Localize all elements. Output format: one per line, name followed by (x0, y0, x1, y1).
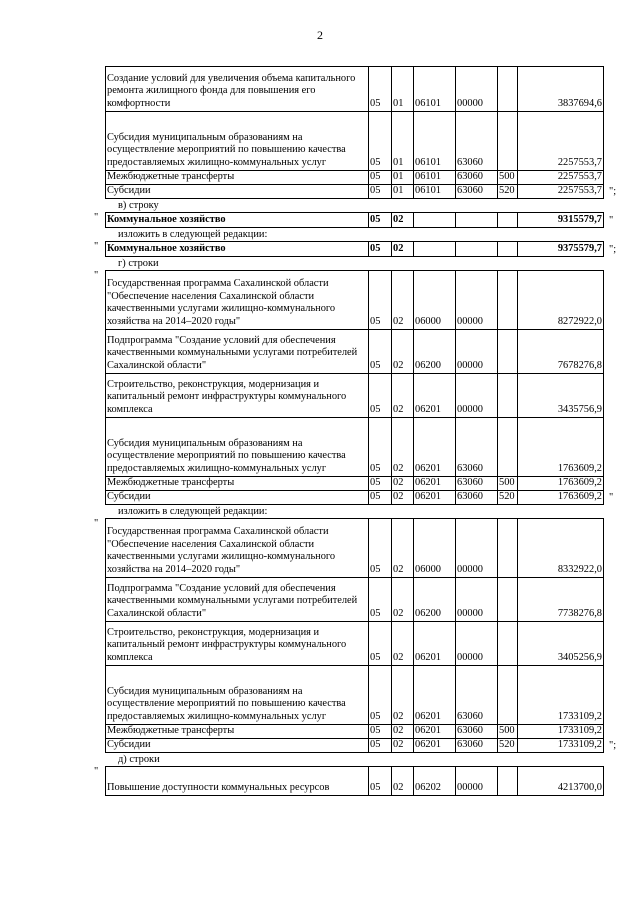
expense-type-code (498, 242, 518, 257)
row-name: Субсидия муниципальным образованиям на осуществление мероприятий по повышению качества предоставляемых жилищно-коммунальных услуг (106, 418, 369, 477)
expense-type-code: 520 (498, 185, 518, 199)
subsection-code: 01 (392, 67, 414, 112)
table-row (106, 418, 604, 477)
subsection-code: 02 (392, 767, 414, 796)
table-row (106, 622, 604, 666)
subsection-code: 02 (392, 271, 414, 330)
direction-code: 00000 (456, 67, 498, 112)
amount: 1763609,2 (518, 477, 604, 491)
section-code: 05 (369, 112, 392, 171)
amount: 2257553,7 (518, 185, 604, 199)
budget-table-g-old (105, 270, 604, 505)
row-name: Повышение доступности коммунальных ресурсов (106, 767, 369, 796)
program-code: 06202 (414, 767, 456, 796)
table-row (106, 330, 604, 374)
expense-type-code: 500 (498, 725, 518, 739)
row-name: Государственная программа Сахалинской области "Обеспечение населения Сахалинской области качественными услугами жилищно-коммунального хозяйства на 2014–2020 годы" (106, 519, 369, 578)
program-code: 06101 (414, 67, 456, 112)
table-row (106, 67, 604, 112)
direction-code: 63060 (456, 666, 498, 725)
expense-type-code (498, 330, 518, 374)
row-name: Государственная программа Сахалинской области "Обеспечение населения Сахалинской области качественными услугами жилищно-коммунального хозяйства на 2014–2020 годы" (106, 271, 369, 330)
expense-type-code (498, 767, 518, 796)
block-g-new (88, 518, 628, 753)
section-code: 05 (369, 242, 392, 257)
direction-code: 63060 (456, 112, 498, 171)
section-code: 05 (369, 185, 392, 199)
amount: 3837694,6 (518, 67, 604, 112)
budget-table-g-new (105, 518, 604, 753)
program-code: 06200 (414, 330, 456, 374)
row-name: Межбюджетные трансферты (106, 477, 369, 491)
subsection-code: 02 (392, 418, 414, 477)
block-d (88, 766, 628, 796)
subsection-code: 02 (392, 213, 414, 228)
direction-code: 00000 (456, 374, 498, 418)
row-name: Коммунальное хозяйство (106, 213, 369, 228)
block-g-old (88, 270, 628, 505)
section-code: 05 (369, 171, 392, 185)
amount: 1763609,2 (518, 491, 604, 505)
expense-type-code: 520 (498, 491, 518, 505)
subsection-code: 02 (392, 374, 414, 418)
section-code: 05 (369, 622, 392, 666)
row-name: Субсидии (106, 491, 369, 505)
expense-type-code (498, 112, 518, 171)
budget-table-kh-new (105, 241, 604, 257)
closing-quote: "; (609, 740, 617, 752)
section-code: 05 (369, 213, 392, 228)
section-code: 05 (369, 271, 392, 330)
table-row (106, 477, 604, 491)
program-code (414, 213, 456, 228)
direction-code: 63060 (456, 171, 498, 185)
table-row (106, 491, 604, 505)
amount: 3435756,9 (518, 374, 604, 418)
section-code: 05 (369, 418, 392, 477)
amount: 1733109,2 (518, 666, 604, 725)
program-code: 06201 (414, 739, 456, 753)
program-code: 06101 (414, 185, 456, 199)
row-name: Субсидия муниципальным образованиям на осуществление мероприятий по повышению качества предоставляемых жилищно-коммунальных услуг (106, 112, 369, 171)
section-code: 05 (369, 374, 392, 418)
table-row (106, 213, 604, 228)
row-name: Субсидии (106, 185, 369, 199)
table-row (106, 374, 604, 418)
section-code: 05 (369, 491, 392, 505)
section-code: 05 (369, 578, 392, 622)
amount: 8272922,0 (518, 271, 604, 330)
section-code: 05 (369, 67, 392, 112)
row-name: Подпрограмма "Создание условий для обеспечения качественными коммунальными услугами потребителей Сахалинской области" (106, 578, 369, 622)
program-code: 06201 (414, 477, 456, 491)
closing-quote: " (609, 492, 614, 504)
subsection-code: 02 (392, 725, 414, 739)
row-name: Межбюджетные трансферты (106, 725, 369, 739)
block-kh-new (88, 241, 628, 257)
row-name: Подпрограмма "Создание условий для обеспечения качественными коммунальными услугами потребителей Сахалинской области" (106, 330, 369, 374)
table-row (106, 578, 604, 622)
table-row (106, 739, 604, 753)
table-row (106, 725, 604, 739)
direction-code: 63060 (456, 491, 498, 505)
amount: 8332922,0 (518, 519, 604, 578)
section-code: 05 (369, 519, 392, 578)
subsection-code: 02 (392, 739, 414, 753)
section-code: 05 (369, 767, 392, 796)
subsection-code: 02 (392, 242, 414, 257)
row-name: Коммунальное хозяйство (106, 242, 369, 257)
opening-quote: " (94, 270, 99, 281)
table-row (106, 666, 604, 725)
expense-type-code (498, 418, 518, 477)
program-code: 06000 (414, 519, 456, 578)
program-code: 06200 (414, 578, 456, 622)
direction-code: 63060 (456, 739, 498, 753)
block-kh-old (88, 212, 628, 228)
expense-type-code: 500 (498, 477, 518, 491)
amount: 2257553,7 (518, 171, 604, 185)
direction-code (456, 213, 498, 228)
direction-code (456, 242, 498, 257)
table-row (106, 519, 604, 578)
direction-code: 00000 (456, 330, 498, 374)
direction-code: 63060 (456, 185, 498, 199)
expense-type-code (498, 67, 518, 112)
amount: 1733109,2 (518, 739, 604, 753)
closing-quote: "; (609, 244, 617, 256)
subsection-code: 01 (392, 185, 414, 199)
amount: 3405256,9 (518, 622, 604, 666)
program-code: 06101 (414, 112, 456, 171)
subsection-code: 02 (392, 491, 414, 505)
row-name: Субсидия муниципальным образованиям на осуществление мероприятий по повышению качества предоставляемых жилищно-коммунальных услуг (106, 666, 369, 725)
program-code: 06201 (414, 491, 456, 505)
amount: 7738276,8 (518, 578, 604, 622)
subsection-code: 01 (392, 112, 414, 171)
direction-code: 00000 (456, 271, 498, 330)
subsection-code: 02 (392, 666, 414, 725)
budget-table-kapremont (105, 66, 604, 199)
section-code: 05 (369, 477, 392, 491)
subsection-code: 02 (392, 622, 414, 666)
expense-type-code: 500 (498, 171, 518, 185)
section-code: 05 (369, 666, 392, 725)
program-code: 06201 (414, 666, 456, 725)
amount: 9375579,7 (518, 242, 604, 257)
direction-code: 63060 (456, 725, 498, 739)
expense-type-code: 520 (498, 739, 518, 753)
opening-quote: " (94, 766, 99, 777)
direction-code: 00000 (456, 519, 498, 578)
program-code: 06201 (414, 374, 456, 418)
closing-quote: "; (609, 186, 617, 198)
opening-quote: " (94, 212, 99, 223)
row-name: Строительство, реконструкция, модернизация и капитальный ремонт инфраструктуры коммунального комплекса (106, 622, 369, 666)
instruction-d: д) строки (118, 754, 160, 765)
row-name: Строительство, реконструкция, модернизация и капитальный ремонт инфраструктуры коммунального комплекса (106, 374, 369, 418)
direction-code: 00000 (456, 622, 498, 666)
subsection-code: 02 (392, 330, 414, 374)
program-code (414, 242, 456, 257)
table-row (106, 242, 604, 257)
expense-type-code (498, 519, 518, 578)
expense-type-code (498, 374, 518, 418)
instruction-replace: изложить в следующей редакции: (118, 229, 268, 240)
expense-type-code (498, 271, 518, 330)
amount: 7678276,8 (518, 330, 604, 374)
amount: 9315579,7 (518, 213, 604, 228)
instruction-replace: изложить в следующей редакции: (118, 506, 268, 517)
amount: 1763609,2 (518, 418, 604, 477)
direction-code: 63060 (456, 418, 498, 477)
section-code: 05 (369, 330, 392, 374)
table-row (106, 185, 604, 199)
document-body (88, 66, 628, 796)
instruction-g: г) строки (118, 258, 159, 269)
direction-code: 00000 (456, 578, 498, 622)
opening-quote: " (94, 241, 99, 252)
closing-quote: " (609, 215, 614, 227)
program-code: 06000 (414, 271, 456, 330)
table-row (106, 171, 604, 185)
amount: 1733109,2 (518, 725, 604, 739)
block-kapremont (88, 66, 628, 199)
amount: 4213700,0 (518, 767, 604, 796)
program-code: 06201 (414, 725, 456, 739)
program-code: 06101 (414, 171, 456, 185)
table-row (106, 112, 604, 171)
page-number: 2 (317, 28, 323, 42)
program-code: 06201 (414, 622, 456, 666)
row-name: Создание условий для увеличения объема капитального ремонта жилищного фонда для повышения его комфортности (106, 67, 369, 112)
expense-type-code (498, 578, 518, 622)
section-code: 05 (369, 739, 392, 753)
direction-code: 00000 (456, 767, 498, 796)
row-name: Субсидии (106, 739, 369, 753)
budget-table-kh-old (105, 212, 604, 228)
amount: 2257553,7 (518, 112, 604, 171)
row-name: Межбюджетные трансферты (106, 171, 369, 185)
section-code: 05 (369, 725, 392, 739)
program-code: 06201 (414, 418, 456, 477)
instruction-v: в) строку (118, 200, 159, 211)
table-row (106, 271, 604, 330)
subsection-code: 02 (392, 477, 414, 491)
direction-code: 63060 (456, 477, 498, 491)
opening-quote: " (94, 518, 99, 529)
expense-type-code (498, 213, 518, 228)
subsection-code: 02 (392, 519, 414, 578)
subsection-code: 02 (392, 578, 414, 622)
expense-type-code (498, 622, 518, 666)
subsection-code: 01 (392, 171, 414, 185)
table-row (106, 767, 604, 796)
expense-type-code (498, 666, 518, 725)
budget-table-d (105, 766, 604, 796)
